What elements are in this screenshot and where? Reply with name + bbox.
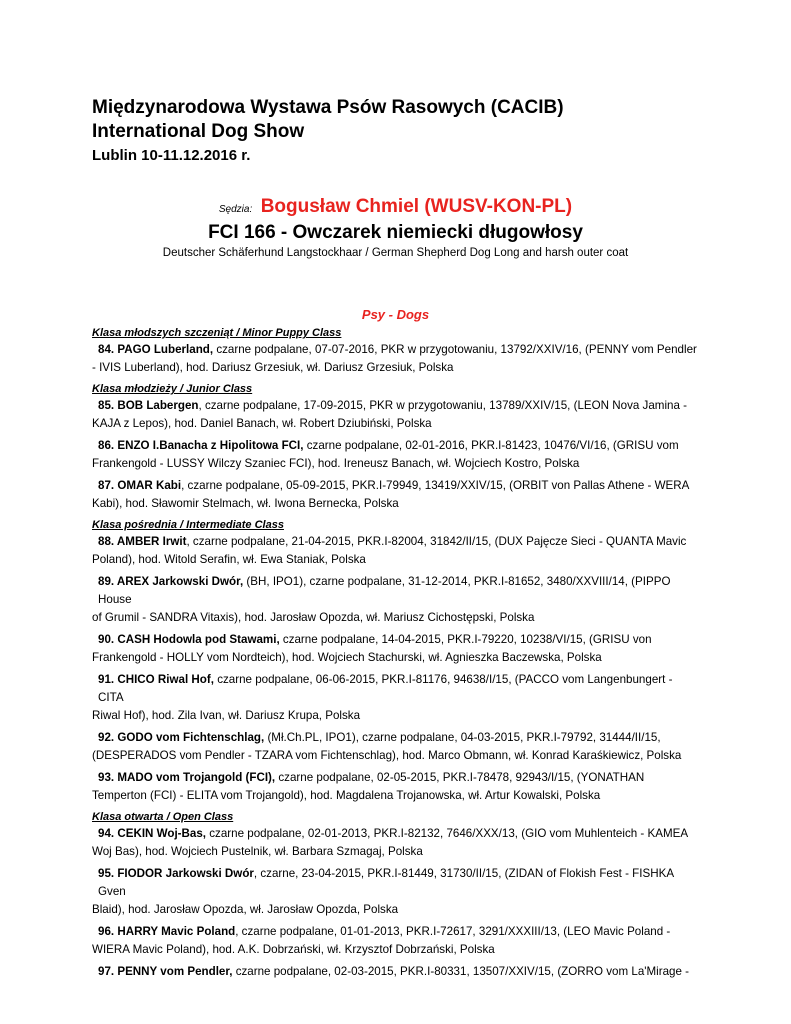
show-title-en: International Dog Show (92, 121, 305, 142)
document-header (92, 96, 564, 167)
dog-details-cont: Riwal Hof), hod. Zila Ivan, wł. Dariusz Krupa, Polska (92, 709, 361, 722)
dog-details-cont: Woj Bas), hod. Wojciech Pustelnik, wł. Barbara Szmagaj, Polska (92, 845, 423, 858)
dog-entry-97 (92, 963, 700, 981)
dog-details-cont: Kabi), hod. Sławomir Stelmach, wł. Iwona Bernecka, Polska (92, 497, 399, 510)
dog-details-cont: WIERA Mavic Poland), hod. A.K. Dobrzański, wł. Krzysztof Dobrzański, Polska (92, 943, 495, 956)
dog-name: 97. PENNY vom Pendler, (98, 965, 233, 978)
entries-list (92, 325, 700, 985)
class-heading-minor-puppy: Klasa młodszych szczeniąt / Minor Puppy Class (92, 327, 342, 339)
dog-details: czarne podpalane, 06-06-2015, PKR.I-81176, 94638/I/15, (PACCO vom Langenbungert - CITA (98, 673, 673, 704)
dog-entry-88 (92, 533, 700, 569)
dog-name: 89. AREX Jarkowski Dwór, (98, 575, 244, 588)
dog-details: (BH, IPO1), czarne podpalane, 31-12-2014, PKR.I-81652, 3480/XXVIII/14, (PIPPO House (98, 575, 671, 606)
dog-entry-96 (92, 923, 700, 959)
dog-entry-87 (92, 477, 700, 513)
dog-name: 86. ENZO I.Banacha z Hipolitowa FCI, (98, 439, 304, 452)
judge-name: Bogusław Chmiel (WUSV-KON-PL) (260, 196, 573, 217)
show-title-pl: Międzynarodowa Wystawa Psów Rasowych (CACIB) (92, 97, 564, 118)
dog-details: czarne podpalane, 14-04-2015, PKR.I-79220, 10238/VI/15, (GRISU von (279, 633, 652, 646)
dog-details: czarne podpalane, 02-05-2015, PKR.I-78478, 92943/I/15, (YONATHAN (275, 771, 645, 784)
dog-name: 90. CASH Hodowla pod Stawami, (98, 633, 280, 646)
dog-name: 88. AMBER Irwit (98, 535, 187, 548)
dog-details: czarne podpalane, 02-03-2015, PKR.I-80331, 13507/XXIV/15, (ZORRO vom La'Mirage - (232, 965, 690, 978)
class-heading-intermediate: Klasa pośrednia / Intermediate Class (92, 519, 284, 531)
dog-details-cont: (DESPERADOS vom Pendler - TZARA vom Fichtenschlag), hod. Marco Obmann, wł. Konrad Karaśkiewicz, Polska (92, 749, 682, 762)
class-heading-open: Klasa otwarta / Open Class (92, 811, 234, 823)
dog-entry-91 (92, 671, 700, 725)
dog-entry-85 (92, 397, 700, 433)
dog-name: 96. HARRY Mavic Poland (98, 925, 236, 938)
dog-name: 95. FIODOR Jarkowski Dwór (98, 867, 254, 880)
dog-name: 84. PAGO Luberland, (98, 343, 214, 356)
dog-details: , czarne podpalane, 01-01-2013, PKR.I-72617, 3291/XXXIII/13, (LEO Mavic Poland - (235, 925, 671, 938)
show-date: Lublin 10-11.12.2016 r. (92, 147, 251, 164)
breed-subtitle: Deutscher Schäferhund Langstockhaar / German Shepherd Dog Long and harsh outer coat (162, 247, 629, 259)
dog-details: , czarne podpalane, 05-09-2015, PKR.I-79949, 13419/XXIV/15, (ORBIT von Pallas Athene - WERA (181, 479, 690, 492)
dog-name: 91. CHICO Riwal Hof, (98, 673, 214, 686)
dog-details: , czarne podpalane, 21-04-2015, PKR.I-82004, 31842/II/15, (DUX Pajęcze Sieci - QUANTA Mavic (186, 535, 687, 548)
dog-details: (Mł.Ch.PL, IPO1), czarne podpalane, 04-03-2015, PKR.I-79792, 31444/II/15, (264, 731, 661, 744)
dog-entry-84 (92, 341, 700, 377)
dog-name: 85. BOB Labergen (98, 399, 199, 412)
dog-details-cont: Frankengold - HOLLY vom Nordteich), hod. Wojciech Stachurski, wł. Agnieszka Baczewska, Polska (92, 651, 602, 664)
dog-details-cont: of Grumil - SANDRA Vitaxis), hod. Jarosław Opozda, wł. Mariusz Cichostępski, Polska (92, 611, 535, 624)
dog-details-cont: Temperton (FCI) - ELITA vom Trojangold), hod. Magdalena Trojanowska, wł. Artur Kowalski, Polska (92, 789, 601, 802)
dog-entry-92 (92, 729, 700, 765)
dog-details-cont: Frankengold - LUSSY Wilczy Szaniec FCI), hod. Ireneusz Banach, wł. Wojciech Kostro, Polska (92, 457, 580, 470)
dog-details-cont: Blaid), hod. Jarosław Opozda, wł. Jarosław Opozda, Polska (92, 903, 399, 916)
dog-details-cont: - IVIS Luberland), hod. Dariusz Grzesiuk, wł. Dariusz Grzesiuk, Polska (92, 361, 454, 374)
dog-name: 94. CEKIN Woj-Bas, (98, 827, 207, 840)
dog-entry-94 (92, 825, 700, 861)
dog-entry-90 (92, 631, 700, 667)
dog-entry-95 (92, 865, 700, 919)
dog-name: 87. OMAR Kabi (98, 479, 182, 492)
section-heading: Psy - Dogs (361, 307, 430, 322)
dog-details-cont: Poland), hod. Witold Serafin, wł. Ewa Staniak, Polska (92, 553, 366, 566)
dog-details: czarne podpalane, 02-01-2013, PKR.I-82132, 7646/XXX/13, (GIO vom Muhlenteich - KAMEA (206, 827, 689, 840)
dog-entry-86 (92, 437, 700, 473)
judge-line (0, 196, 791, 218)
class-heading-junior: Klasa młodzieży / Junior Class (92, 383, 253, 395)
dog-details: czarne podpalane, 07-07-2016, PKR w przygotowaniu, 13792/XXIV/16, (PENNY vom Pendler (213, 343, 697, 356)
dog-details-cont: KAJA z Lepos), hod. Daniel Banach, wł. Robert Dziubiński, Polska (92, 417, 432, 430)
dog-name: 92. GODO vom Fichtenschlag, (98, 731, 265, 744)
judge-label: Sędzia: (218, 204, 253, 215)
dog-details: czarne podpalane, 02-01-2016, PKR.I-81423, 10476/VI/16, (GRISU vom (303, 439, 679, 452)
breed-title: FCI 166 - Owczarek niemiecki długowłosy (208, 222, 583, 243)
dog-name: 93. MADO vom Trojangold (FCI), (98, 771, 276, 784)
dog-details: , czarne podpalane, 17-09-2015, PKR w przygotowaniu, 13789/XXIV/15, (LEON Nova Jamina - (198, 399, 688, 412)
dog-entry-89 (92, 573, 700, 627)
dog-entry-93 (92, 769, 700, 805)
dog-details: , czarne, 23-04-2015, PKR.I-81449, 31730/II/15, (ZIDAN of Flokish Fest - FISHKA Gven (98, 867, 674, 898)
